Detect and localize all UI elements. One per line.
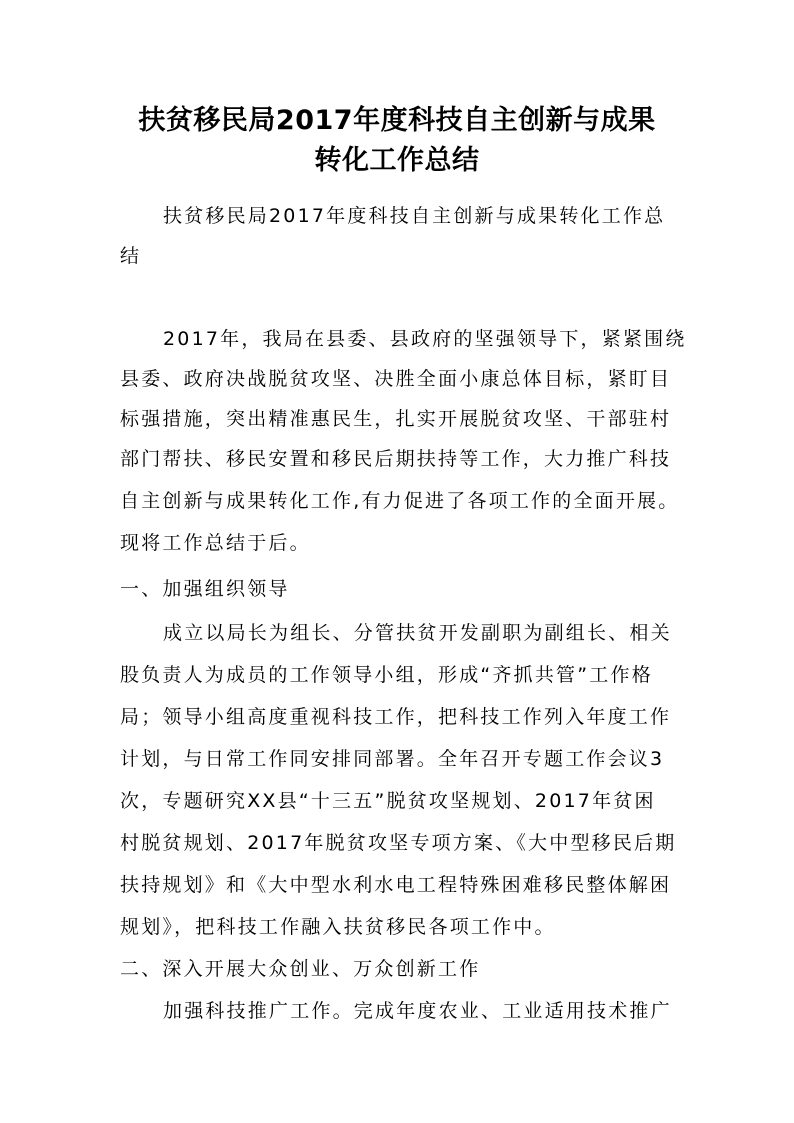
- section-1-line-1: 成立以局长为组长、分管扶贫开发副职为副组长、相关: [163, 622, 672, 644]
- intro-line-5: 自主创新与成果转化工作,有力促进了各项工作的全面开展。: [120, 490, 680, 512]
- section-2-line-1: 加强科技推广工作。完成年度农业、工业适用技术推广: [163, 1000, 672, 1022]
- intro-line-2: 县委、政府决战脱贫攻坚、决胜全面小康总体目标，紧盯目: [120, 368, 672, 390]
- section-1-line-4: 计划，与日常工作同安排同部署。全年召开专题工作会议3: [120, 748, 665, 770]
- intro-line-1: 2017年，我局在县委、县政府的坚强领导下，紧紧围绕: [163, 328, 687, 350]
- section-1-line-8: 规划》，把科技工作融入扶贫移民各项工作中。: [120, 916, 556, 938]
- section-1-line-7: 扶持规划》和《大中型水利水电工程特殊困难移民整体解困: [120, 874, 672, 896]
- section-1-line-2: 股负责人为成员的工作领导小组，形成“齐抓共管”工作格: [120, 664, 653, 686]
- subtitle-line-2: 结: [120, 245, 142, 267]
- intro-line-3: 标强措施，突出精准惠民生，扎实开展脱贫攻坚、干部驻村: [120, 408, 672, 430]
- document-title-line-2: 转化工作总结: [314, 145, 480, 176]
- section-2-heading: 二、深入开展大众创业、万众创新工作: [120, 958, 481, 980]
- subtitle-line-1: 扶贫移民局2017年度科技自主创新与成果转化工作总: [163, 205, 666, 227]
- document-title-line-1: 扶贫移民局2017年度科技自主创新与成果: [138, 105, 656, 136]
- section-1-line-3: 局；领导小组高度重视科技工作，把科技工作列入年度工作: [120, 706, 672, 728]
- section-1-heading: 一、加强组织领导: [120, 578, 290, 600]
- section-1-line-5: 次，专题研究XX县“十三五”脱贫攻坚规划、2017年贫困: [120, 790, 656, 812]
- intro-line-4: 部门帮扶、移民安置和移民后期扶持等工作，大力推广科技: [120, 448, 672, 470]
- intro-line-6: 现将工作总结于后。: [120, 532, 311, 554]
- section-1-line-6: 村脱贫规划、2017年脱贫攻坚专项方案、《大中型移民后期: [120, 832, 677, 854]
